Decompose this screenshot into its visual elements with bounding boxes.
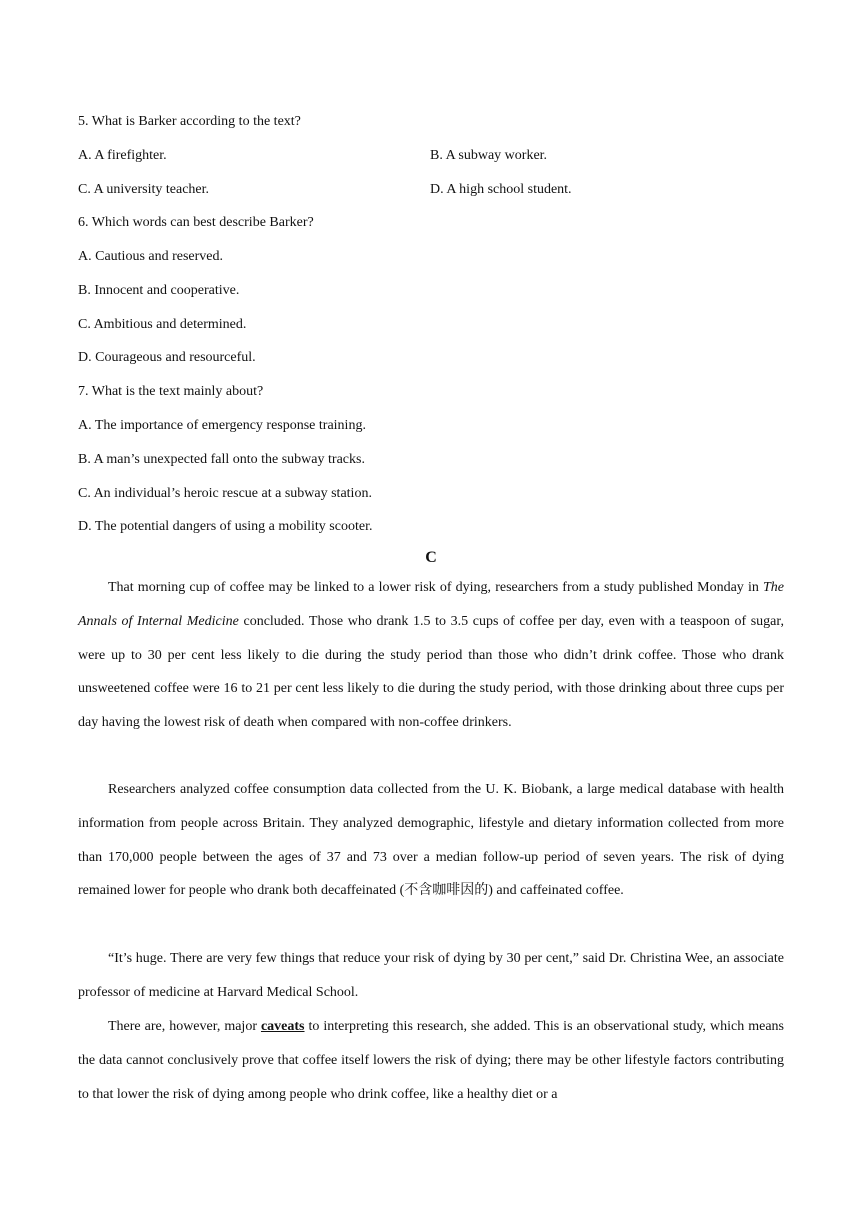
question-7-option-b: B. A man’s unexpected fall onto the subway tracks. — [78, 452, 365, 467]
paragraph-3: “It’s huge. There are very few things that reduce your risk of dying by 30 per cent,” said Dr. Christina Wee, an associate professor of medicine at Harvard Medical School. — [78, 951, 784, 1000]
question-6-option-b: B. Innocent and cooperative. — [78, 283, 240, 298]
question-7-stem: 7. What is the text mainly about? — [78, 384, 264, 399]
paragraph-4-text-b: to interpreting this research, she added. This is an observational study, which means the data cannot conclusively prove that coffee itself lowers the risk of dying; there may be other lifestyle factors contributing to that lower the risk of dying among people who drink coffee, like a healthy diet or a — [78, 1019, 784, 1102]
question-7-option-a: A. The importance of emergency response training. — [78, 418, 366, 433]
question-5-option-a: A. A firefighter. — [78, 148, 167, 163]
question-5-stem: 5. What is Barker according to the text? — [78, 114, 301, 129]
paragraph-2: Researchers analyzed coffee consumption data collected from the U. K. Biobank, a large medical database with health information from people across Britain. They analyzed demographic, lifestyle and dietary information collected from more than 170,000 people between the ages of 37 and 73 over a median follow-up period of seven years. The risk of dying remained lower for people who drank both decaffeinated (不含咖啡因的) and caffeinated coffee. — [78, 782, 784, 899]
question-5-option-d: D. A high school student. — [430, 182, 572, 197]
question-6-option-d: D. Courageous and resourceful. — [78, 350, 256, 365]
question-6-option-c: C. Ambitious and determined. — [78, 317, 247, 332]
question-5-option-b: B. A subway worker. — [430, 148, 548, 163]
journal-title: The Annals of Internal Medicine — [78, 580, 784, 629]
question-6-stem: 6. Which words can best describe Barker? — [78, 215, 314, 230]
question-5-option-c: C. A university teacher. — [78, 182, 210, 197]
paragraph-1-text-b: concluded. Those who drank 1.5 to 3.5 cups of coffee per day, even with a teaspoon of sugar, were up to 30 per cent less likely to die during the study period than those who didn’t drink coffee. Those who drank unsweetened coffee were 16 to 21 per cent less likely to die during the study period, with those drinking about three cups per day having the lowest risk of death when compared with non-coffee drinkers. — [78, 613, 784, 731]
paragraph-1-text-a: That morning cup of coffee may be linked to a lower risk of dying, researchers from a study published Monday in — [108, 580, 763, 595]
paragraph-4-text-a: There are, however, major — [108, 1019, 261, 1034]
question-6-option-a: A. Cautious and reserved. — [78, 249, 224, 264]
question-7-option-c: C. An individual’s heroic rescue at a subway station. — [78, 486, 372, 501]
paragraph-1 — [78, 571, 784, 740]
section-heading: C — [425, 549, 437, 566]
question-7-option-d: D. The potential dangers of using a mobility scooter. — [78, 519, 373, 534]
vocabulary-word: caveats — [260, 1019, 305, 1034]
paragraph-4 — [78, 1010, 784, 1111]
